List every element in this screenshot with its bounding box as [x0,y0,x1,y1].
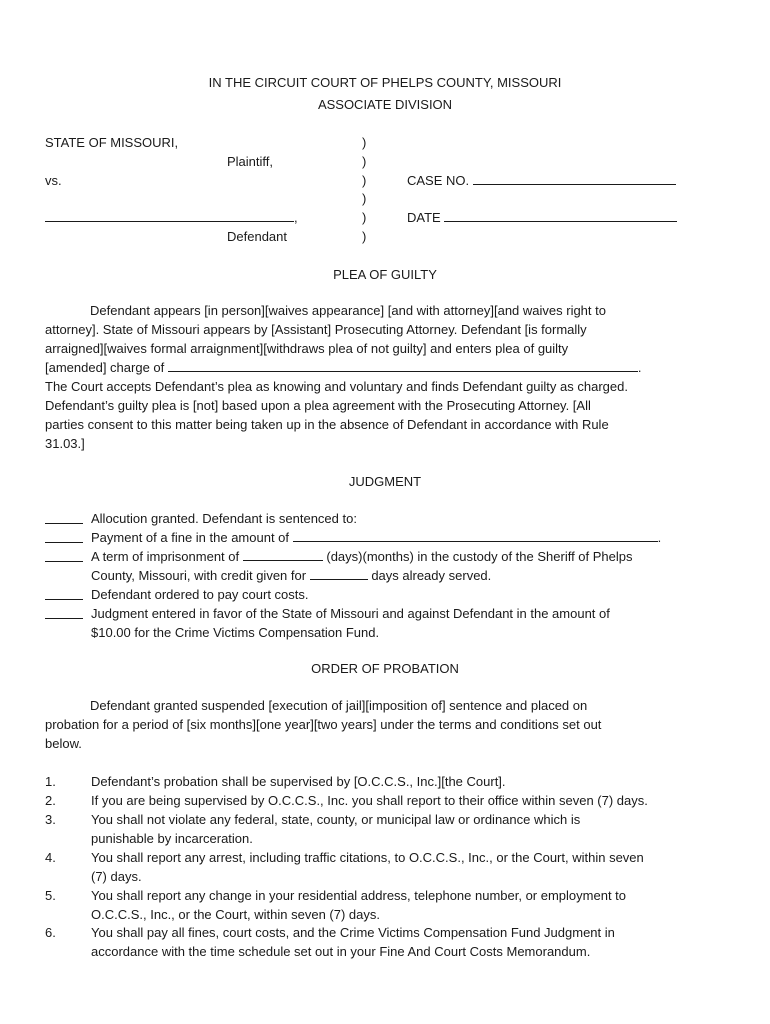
defendant-label: Defendant [227,229,287,244]
fine-period: . [657,530,662,545]
court-title: IN THE CIRCUIT COURT OF PHELPS COUNTY, MISSOURI [208,75,562,90]
imprisonment-text: A term of imprisonment of [91,549,240,564]
court-costs-text: Defendant ordered to pay court costs. [91,587,309,602]
defendant-name-blank[interactable] [45,208,294,222]
credit-line[interactable] [91,566,491,585]
plaintiff-label: Plaintiff, [227,154,274,169]
credit-days-blank[interactable] [310,566,368,580]
condition-text: punishable by incarceration. [91,831,253,846]
cvc-text: Judgment entered in favor of the State of Missouri and against Defendant in the amount of [91,606,610,621]
plea-line: attorney]. State of Missouri appears by [Assistant] Prosecuting Attorney. Defendant [is formally [45,322,587,337]
allocution-check-blank[interactable] [45,509,83,524]
case-number-blank[interactable] [473,171,676,185]
allocution-text: Allocution granted. Defendant is sentenced to: [91,511,357,526]
imprisonment-line[interactable] [91,547,633,566]
condition-text: (7) days. [91,869,142,884]
paren: ) [362,154,367,169]
paren: ) [362,191,367,206]
plea-heading: PLEA OF GUILTY [333,267,437,282]
date-blank[interactable] [444,208,677,222]
condition-number: 4. [45,850,56,865]
plea-charge-line[interactable] [45,358,685,377]
imprisonment-term-blank[interactable] [243,547,323,561]
imprisonment-text: (days)(months) in the custody of the Sheriff of Phelps [326,549,633,564]
condition-text: O.C.C.S., Inc., or the Court, within seven (7) days. [91,907,380,922]
condition-text: If you are being supervised by O.C.C.S., Inc. you shall report to their office within seven (7) days. [91,793,648,808]
case-number-label: CASE NO. [407,173,470,188]
plea-line: Defendant appears [in person][waives appearance] [and with attorney][and waives right to [90,303,606,318]
credit-text: County, Missouri, with credit given for [91,568,307,583]
probation-intro-line: below. [45,736,82,751]
probation-intro [45,696,685,753]
case-number-field[interactable] [407,171,676,190]
condition-text: You shall pay all fines, court costs, and the Crime Victims Compensation Fund Judgment in [91,925,615,940]
imprisonment-check-blank[interactable] [45,547,83,562]
judgment-heading: JUDGMENT [348,474,422,489]
paren: ) [362,173,367,188]
plea-line: The Court accepts Defendant’s plea as knowing and voluntary and finds Defendant guilty as charged. [45,379,628,394]
plea-line: Defendant’s guilty plea is [not] based upon a plea agreement with the Prosecuting Attorney. [All [45,398,591,413]
probation-intro-line: Defendant granted suspended [execution of jail][imposition of] sentence and placed on [90,698,588,713]
fine-line[interactable] [91,528,661,547]
condition-text: You shall report any arrest, including traffic citations, to O.C.C.S., Inc., or the Court, within seven [91,850,644,865]
vs-label: vs. [45,173,62,188]
fine-amount-blank[interactable] [293,528,658,542]
condition-number: 5. [45,888,56,903]
probation-intro-line: probation for a period of [six months][one year][two years] under the terms and conditions set out [45,717,602,732]
condition-text: You shall not violate any federal, state, county, or municipal law or ordinance which is [91,812,581,827]
condition-number: 1. [45,774,56,789]
plea-paragraph [45,301,685,453]
cvc-text: $10.00 for the Crime Victims Compensation Fund. [91,625,380,640]
fine-text: Payment of a fine in the amount of [91,530,290,545]
cvc-check-blank[interactable] [45,604,83,619]
defendant-comma: , [294,210,298,225]
condition-number: 3. [45,812,56,827]
paren: ) [362,210,367,225]
date-field[interactable] [407,208,677,227]
paren: ) [362,135,367,150]
plea-line: 31.03.] [45,436,85,451]
condition-text: accordance with the time schedule set out in your Fine And Court Costs Memorandum. [91,944,591,959]
state-party: STATE OF MISSOURI, [45,135,179,150]
defendant-name-line[interactable] [45,208,298,227]
condition-text: Defendant’s probation shall be supervised by [O.C.C.S., Inc.][the Court]. [91,774,506,789]
plea-line: . [637,360,642,375]
fine-check-blank[interactable] [45,528,83,543]
charge-blank[interactable] [168,358,638,372]
date-label: DATE [407,210,441,225]
plea-line: parties consent to this matter being taken up in the absence of Defendant in accordance with Rule [45,417,609,432]
plea-line: [amended] charge of [45,360,165,375]
division-title: ASSOCIATE DIVISION [317,97,453,112]
condition-text: You shall report any change in your residential address, telephone number, or employment to [91,888,627,903]
probation-heading: ORDER OF PROBATION [311,661,459,676]
condition-number: 2. [45,793,56,808]
credit-text: days already served. [371,568,492,583]
paren: ) [362,229,367,244]
condition-number: 6. [45,925,56,940]
court-costs-check-blank[interactable] [45,585,83,600]
plea-line: arraigned][waives formal arraignment][withdraws plea of not guilty] and enters plea of guilty [45,341,569,356]
